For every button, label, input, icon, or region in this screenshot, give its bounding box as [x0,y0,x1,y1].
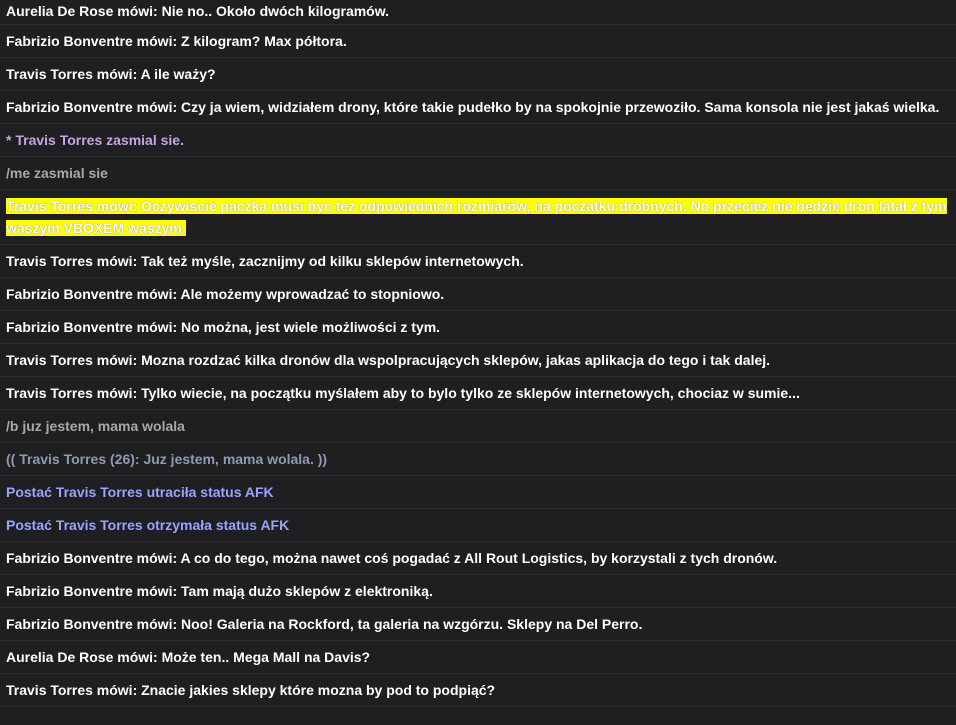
chat-message: Fabrizio Bonventre mówi: Tam mają dużo sklepów z elektroniką. [0,575,956,608]
chat-command-echo: /b juz jestem, mama wolala [0,410,956,443]
chat-message: Aurelia De Rose mówi: Nie no.. Około dwóch kilogramów. [0,0,956,25]
chat-status-message: Postać Travis Torres otrzymała status AFK [0,509,956,542]
chat-message: Travis Torres mówi: Tak też myśle, zacznijmy od kilku sklepów internetowych. [0,245,956,278]
chat-message: Aurelia De Rose mówi: Może ten.. Mega Mall na Davis? [0,641,956,674]
chat-message: Fabrizio Bonventre mówi: Czy ja wiem, widziałem drony, które takie pudełko by na spokojnie przewoziło. Sama konsola nie jest jakaś wielka. [0,91,956,124]
chat-message: Travis Torres mówi: A ile waży? [0,58,956,91]
chat-message: Travis Torres mówi: Tylko wiecie, na początku myślałem aby to bylo tylko ze sklepów internetowych, chociaz w sumie... [0,377,956,410]
chat-message: Fabrizio Bonventre mówi: A co do tego, można nawet coś pogadać z All Rout Logistics, by korzystali z tych dronów. [0,542,956,575]
chat-message: Travis Torres mówi: Mozna rozdzać kilka dronów dla wspolpracujących sklepów, jakas aplikacja do tego i tak dalej. [0,344,956,377]
chat-message: Fabrizio Bonventre mówi: No można, jest wiele możliwości z tym. [0,311,956,344]
chat-message: Fabrizio Bonventre mówi: Ale możemy wprowadzać to stopniowo. [0,278,956,311]
chat-message: Fabrizio Bonventre mówi: Z kilogram? Max półtora. [0,25,956,58]
chat-highlighted-message [0,190,956,245]
highlighted-text: Travis Torres mówi: Oczywiscie paczka musi byc tez odpowiednich rozmiarów, na początku drobnych. No przeciez nie będzie dron latał z tym waszym VBOXEM waszym. [6,198,947,236]
chat-message: Travis Torres mówi: Znacie jakies sklepy które mozna by pod to podpiąć? [0,674,956,707]
chat-message: Fabrizio Bonventre mówi: Noo! Galeria na Rockford, ta galeria na wzgórzu. Sklepy na Del Perro. [0,608,956,641]
chat-command-echo: /me zasmial sie [0,157,956,190]
chat-status-message: Postać Travis Torres utraciła status AFK [0,476,956,509]
chat-emote-message: * Travis Torres zasmial sie. [0,124,956,157]
chat-ooc-message: (( Travis Torres (26): Juz jestem, mama wolala. )) [0,443,956,476]
